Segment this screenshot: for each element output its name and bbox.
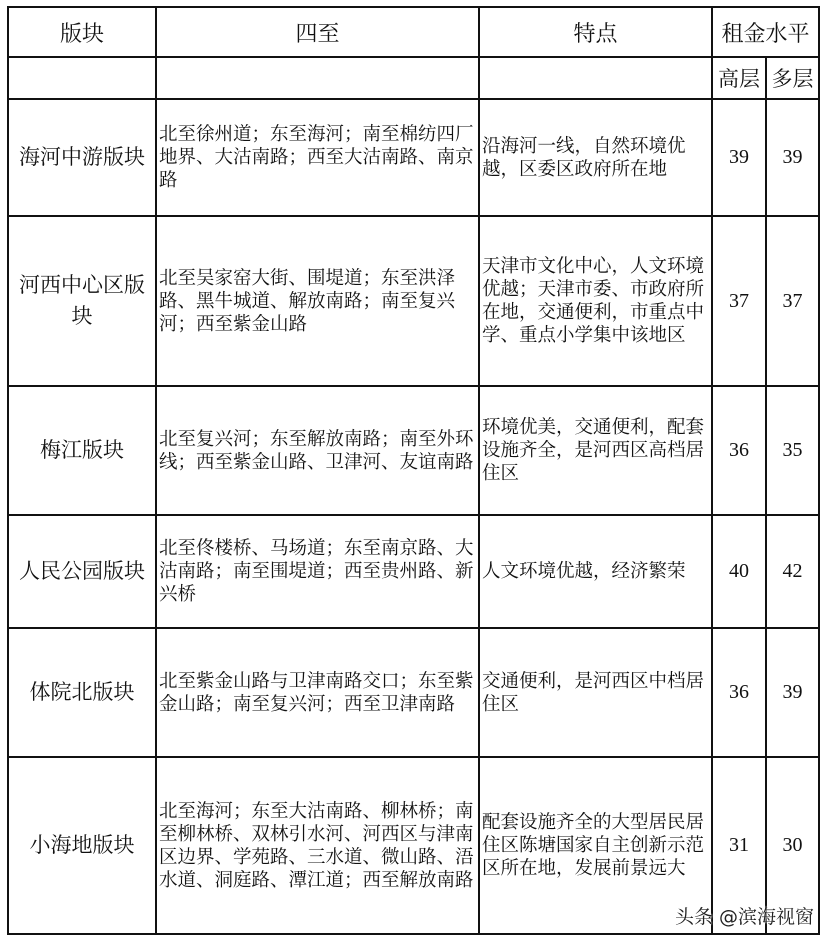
rent-multi-storey: 42	[766, 515, 819, 628]
rent-multi-storey: 39	[766, 99, 819, 216]
header-rent-level: 租金水平	[712, 7, 819, 57]
block-boundaries: 北至紫金山路与卫津南路交口；东至紫金山路；南至复兴河；西至卫津南路	[156, 628, 479, 757]
table-row	[8, 628, 819, 757]
header-boundaries: 四至	[156, 7, 479, 57]
rent-multi-storey: 39	[766, 628, 819, 757]
rent-high-rise: 39	[712, 99, 766, 216]
rent-high-rise: 31	[712, 757, 766, 934]
rent-high-rise: 37	[712, 216, 766, 386]
rent-high-rise: 40	[712, 515, 766, 628]
block-name: 河西中心区版块	[8, 216, 156, 386]
block-name: 小海地版块	[8, 757, 156, 934]
rent-multi-storey: 35	[766, 386, 819, 515]
header-high-rise: 高层	[712, 57, 766, 99]
block-name: 海河中游版块	[8, 99, 156, 216]
block-features: 天津市文化中心，人文环境优越；天津市委、市政府所在地，交通便利，市重点中学、重点小学集中该地区	[479, 216, 712, 386]
table-row	[8, 386, 819, 515]
table-row	[8, 99, 819, 216]
block-name: 人民公园版块	[8, 515, 156, 628]
header-multi-storey: 多层	[766, 57, 819, 99]
block-boundaries: 北至吴家窑大街、围堤道；东至洪泽路、黑牛城道、解放南路；南至复兴河；西至紫金山路	[156, 216, 479, 386]
subheader-empty	[479, 57, 712, 99]
block-features: 配套设施齐全的大型居民居住区陈塘国家自主创新示范区所在地，发展前景远大	[479, 757, 712, 934]
rent-multi-storey: 37	[766, 216, 819, 386]
block-name: 梅江版块	[8, 386, 156, 515]
header-row	[8, 7, 819, 57]
block-features: 环境优美，交通便利，配套设施齐全，是河西区高档居住区	[479, 386, 712, 515]
table-row	[8, 216, 819, 386]
block-boundaries: 北至徐州道；东至海河；南至棉纺四厂地界、大沽南路；西至大沽南路、南京路	[156, 99, 479, 216]
rent-multi-storey: 30	[766, 757, 819, 934]
source-watermark: 头条 @滨海视窗	[674, 906, 814, 928]
rent-table	[7, 6, 820, 935]
block-features: 人文环境优越，经济繁荣	[479, 515, 712, 628]
subheader-row	[8, 57, 819, 99]
header-block: 版块	[8, 7, 156, 57]
table-row	[8, 515, 819, 628]
block-boundaries: 北至复兴河；东至解放南路；南至外环线；西至紫金山路、卫津河、友谊南路	[156, 386, 479, 515]
header-features: 特点	[479, 7, 712, 57]
block-name: 体院北版块	[8, 628, 156, 757]
subheader-empty	[8, 57, 156, 99]
subheader-empty	[156, 57, 479, 99]
block-features: 沿海河一线，自然环境优越，区委区政府所在地	[479, 99, 712, 216]
block-features: 交通便利，是河西区中档居住区	[479, 628, 712, 757]
rent-high-rise: 36	[712, 628, 766, 757]
block-boundaries: 北至佟楼桥、马场道；东至南京路、大沽南路；南至围堤道；西至贵州路、新兴桥	[156, 515, 479, 628]
block-boundaries: 北至海河；东至大沽南路、柳林桥；南至柳林桥、双林引水河、河西区与津南区边界、学苑路、三水道、微山路、浯水道、洞庭路、潭江道；西至解放南路	[156, 757, 479, 934]
rent-high-rise: 36	[712, 386, 766, 515]
